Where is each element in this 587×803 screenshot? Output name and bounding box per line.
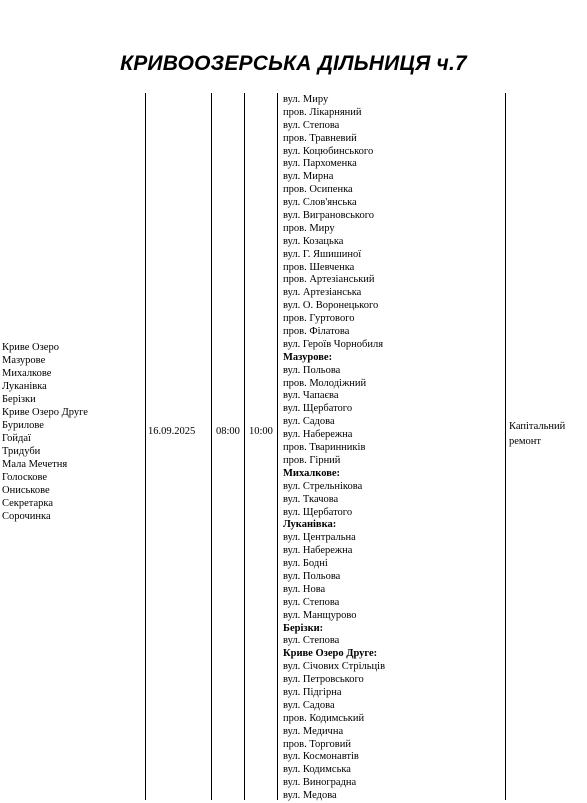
- street-item: вул. Медична: [283, 725, 344, 737]
- street-item: вул. Г. Яшишиної: [283, 248, 362, 260]
- street-item: вул. Садова: [283, 416, 335, 428]
- settlement-header: Криве Озеро Друге:: [283, 648, 378, 660]
- settlement-header: Луканівка:: [283, 519, 337, 531]
- street-item: вул. Степова: [283, 635, 340, 647]
- settlement-item: Мала Мечетня: [2, 459, 68, 470]
- settlement-item: Голоскове: [2, 472, 48, 483]
- street-item: вул. Січових Стрільців: [283, 661, 386, 673]
- street-item: вул. Миру: [283, 94, 329, 105]
- page-title: КРИВООЗЕРСЬКА ДІЛЬНИЦЯ ч.7: [120, 52, 467, 75]
- street-item: пров. Травневий: [283, 132, 357, 144]
- street-item: пров. Кодимський: [283, 712, 365, 724]
- settlement-item: Криве Озеро Друге: [2, 407, 88, 418]
- column-divider: [505, 93, 506, 800]
- street-item: вул. Космонавтів: [283, 751, 359, 763]
- street-item: вул. Степова: [283, 119, 340, 131]
- street-item: пров. Лікарняний: [283, 106, 362, 118]
- street-item: пров. Торговий: [283, 738, 351, 750]
- street-item: вул. Виграновського: [283, 210, 375, 222]
- settlement-header: Михалкове:: [283, 467, 341, 479]
- settlement-item: Секретарка: [2, 498, 54, 509]
- settlement-item: Мазурове: [2, 355, 46, 366]
- start-time-cell: 08:00: [216, 426, 240, 437]
- column-divider: [277, 93, 278, 800]
- settlement-item: Михалкове: [2, 368, 52, 379]
- street-item: вул. Кодимська: [283, 764, 351, 776]
- street-item: вул. Польова: [283, 364, 341, 376]
- settlement-item: Берізки: [2, 394, 36, 405]
- street-item: вул. Виноградна: [283, 777, 357, 789]
- end-time-cell: 10:00: [249, 426, 273, 437]
- outage-type-cell: Капітальний ремонт: [509, 421, 566, 447]
- settlement-header: Мазурове:: [283, 351, 333, 363]
- street-item: вул. Набережна: [283, 429, 353, 441]
- column-divider: [145, 93, 146, 800]
- street-item: вул. Стрельнікова: [283, 480, 363, 492]
- street-item: вул. Артезіанська: [283, 287, 362, 299]
- streets-cell: [283, 94, 505, 803]
- street-item: вул. Щербатого: [283, 403, 353, 415]
- street-item: вул. Героїв Чорнобиля: [283, 338, 384, 350]
- street-item: пров. Осипенка: [283, 184, 353, 196]
- column-divider: [244, 93, 245, 800]
- settlement-item: Криве Озеро: [2, 342, 59, 353]
- street-item: вул. Ткачова: [283, 493, 339, 505]
- date-cell: 16.09.2025: [148, 426, 196, 437]
- street-item: пров. Тваринників: [283, 442, 366, 454]
- street-item: пров. Миру: [283, 222, 335, 234]
- street-item: вул. Нова: [283, 583, 326, 595]
- street-item: вул. Бодні: [283, 558, 328, 570]
- street-item: вул. Мирна: [283, 171, 334, 183]
- street-item: вул. Медова: [283, 790, 337, 802]
- settlement-item: Ониськове: [2, 485, 50, 496]
- street-item: пров. Шевченка: [283, 261, 355, 273]
- settlement-item: Гойдаї: [2, 433, 31, 444]
- street-item: вул. Польова: [283, 570, 341, 582]
- street-item: вул. Козацька: [283, 235, 344, 247]
- street-item: вул. Садова: [283, 699, 335, 711]
- street-item: вул. Слов'янська: [283, 197, 357, 209]
- settlement-header: Берізки:: [283, 622, 324, 634]
- settlements-cell: [2, 341, 140, 523]
- street-item: вул. Щербатого: [283, 506, 353, 518]
- street-item: вул. Підгірна: [283, 686, 342, 698]
- settlement-item: Тридуби: [2, 446, 41, 457]
- street-item: вул. Манщурово: [283, 609, 357, 621]
- street-item: вул. Коцюбинського: [283, 145, 374, 157]
- street-item: вул. Чапаєва: [283, 390, 339, 402]
- column-divider: [211, 93, 212, 800]
- street-item: вул. Пархоменка: [283, 158, 357, 170]
- street-item: пров. Філатова: [283, 326, 350, 338]
- street-item: пров. Артезіанський: [283, 274, 375, 286]
- street-item: вул. Центральна: [283, 532, 356, 544]
- street-item: пров. Гуртового: [283, 313, 355, 325]
- settlement-item: Сорочинка: [2, 511, 51, 522]
- street-item: пров. Гірний: [283, 454, 341, 466]
- settlement-item: Луканівка: [2, 381, 47, 392]
- street-item: пров. Молодіжний: [283, 377, 367, 389]
- street-item: вул. Набережна: [283, 545, 353, 557]
- street-item: вул. О. Воронецького: [283, 300, 379, 312]
- street-item: вул. Петровського: [283, 674, 364, 686]
- street-item: вул. Степова: [283, 596, 340, 608]
- settlement-item: Бурилове: [2, 420, 44, 431]
